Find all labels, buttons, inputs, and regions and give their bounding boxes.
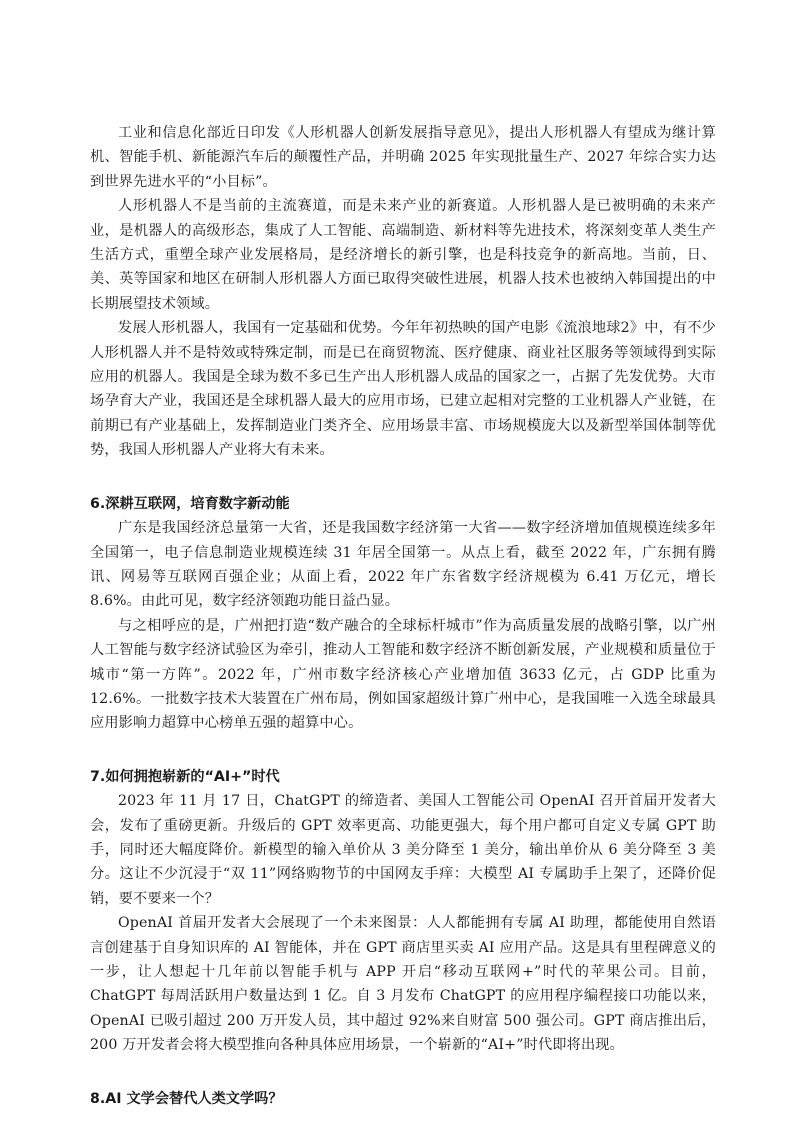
paragraph: 2023 年 11 月 17 日，ChatGPT 的缔造者、美国人工智能公司 OpenAI 召开首届开发者大会，发布了重磅更新。升级后的 GPT 效率更高、功能更强大，每个用户都可自定义专属 GPT 助手，同时还大幅度降价。新模型的输入单价从 3 美分降至 1 美分，输出单价从 6 美分降至 3 美分。这让不少沉浸于“双 11”网络购物节的中国网友手痒：大模型 AI 专属助手上架了，还降价促销，要不要来一个？ bbox=[90, 793, 716, 907]
document-page bbox=[90, 92, 716, 1111]
paragraph: 与之相呼应的是，广州把打造“数产融合的全球标杆城市”作为高质量发展的战略引擎，以广州人工智能与数字经济试验区为牵引，推动人工智能和数字经济不断创新发展，产业规模和质量位于城市“第一方阵”。2022 年，广州市数字经济核心产业增加值 3633 亿元，占 GDP 比重为 12.6%。一批数字技术大装置在广州布局，例如国家超级计算广州中心，是我国唯一入选全球最具应用影响力超算中心榜单五强的超算中心。 bbox=[90, 617, 716, 732]
section-heading: 7.如何拥抱崭新的“AI+”时代 bbox=[90, 768, 280, 785]
paragraph: 发展人形机器人，我国有一定基础和优势。今年年初热映的国产电影《流浪地球2》中，有不少人形机器人并不是特效或特殊定制，而是已在商贸物流、医疗健康、商业社区服务等领域得到实际应用的机器人。我国是全球为数不多已生产出人形机器人成品的国家之一，占据了先发优势。大市场孕育大产业，我国还是全球机器人最大的应用市场，已建立起相对完整的工业机器人产业链，在前期已有产业基础上，发挥制造业门类齐全、应用场景丰富、市场规模庞大以及新型举国体制等优势，我国人形机器人产业将大有未来。 bbox=[90, 320, 716, 459]
section-intro bbox=[90, 121, 716, 463]
paragraph: OpenAI 首届开发者大会展现了一个未来图景：人人都能拥有专属 AI 助理，都能使用自然语言创建基于自身知识库的 AI 智能体，并在 GPT 商店里买卖 AI 应用产品。这是具有里程碑意义的一步，让人想起十几年前以智能手机与 APP 开启“移动互联网+”时代的苹果公司。目前，ChatGPT 每周活跃用户数量达到 1 亿。自 3 月发布 ChatGPT 的应用程序编程接口功能以来，OpenAI 已吸引超过 200 万开发人员，其中超过 92%来自财富 500 强公司。GPT 商店推出后，200 万开发者会将大模型推向各种具体应用场景，一个崭新的“AI+”时代即将出现。 bbox=[90, 915, 716, 1054]
section-heading: 6.深耕互联网，培育数字新动能 bbox=[90, 495, 290, 512]
paragraph: 广东是我国经济总量第一大省，还是我国数字经济第一大省——数字经济增加值规模连续多年全国第一，电子信息制造业规模连续 31 年居全国第一。从点上看，截至 2022 年，广东拥有腾讯、网易等互联网百强企业；从面上看，2022 年广东省数字经济规模为 6.41 万亿元，增长 8.6%。由此可见，数字经济领跑功能日益凸显。 bbox=[90, 520, 716, 610]
section-6 bbox=[90, 492, 716, 736]
paragraph: 工业和信息化部近日印发《人形机器人创新发展指导意见》，提出人形机器人有望成为继计算机、智能手机、新能源汽车后的颠覆性产品，并明确 2025 年实现批量生产、2027 年综合实力达到世界先进水平的“小目标”。 bbox=[90, 125, 716, 190]
section-7 bbox=[90, 765, 716, 1058]
section-8 bbox=[90, 1087, 716, 1111]
paragraph: 人形机器人不是当前的主流赛道，而是未来产业的新赛道。人形机器人是已被明确的未来产业，是机器人的高级形态，集成了人工智能、高端制造、新材料等先进技术，将深刻变革人类生产生活方式，重塑全球产业发展格局，是经济增长的新引擎，也是科技竞争的新高地。当前，日、美、英等国家和地区在研制人形机器人方面已取得突破性进展，机器人技术也被纳入韩国提出的中长期展望技术领域。 bbox=[90, 198, 716, 312]
section-heading: 8.AI 文学会替代人类文学吗？ bbox=[90, 1090, 283, 1107]
